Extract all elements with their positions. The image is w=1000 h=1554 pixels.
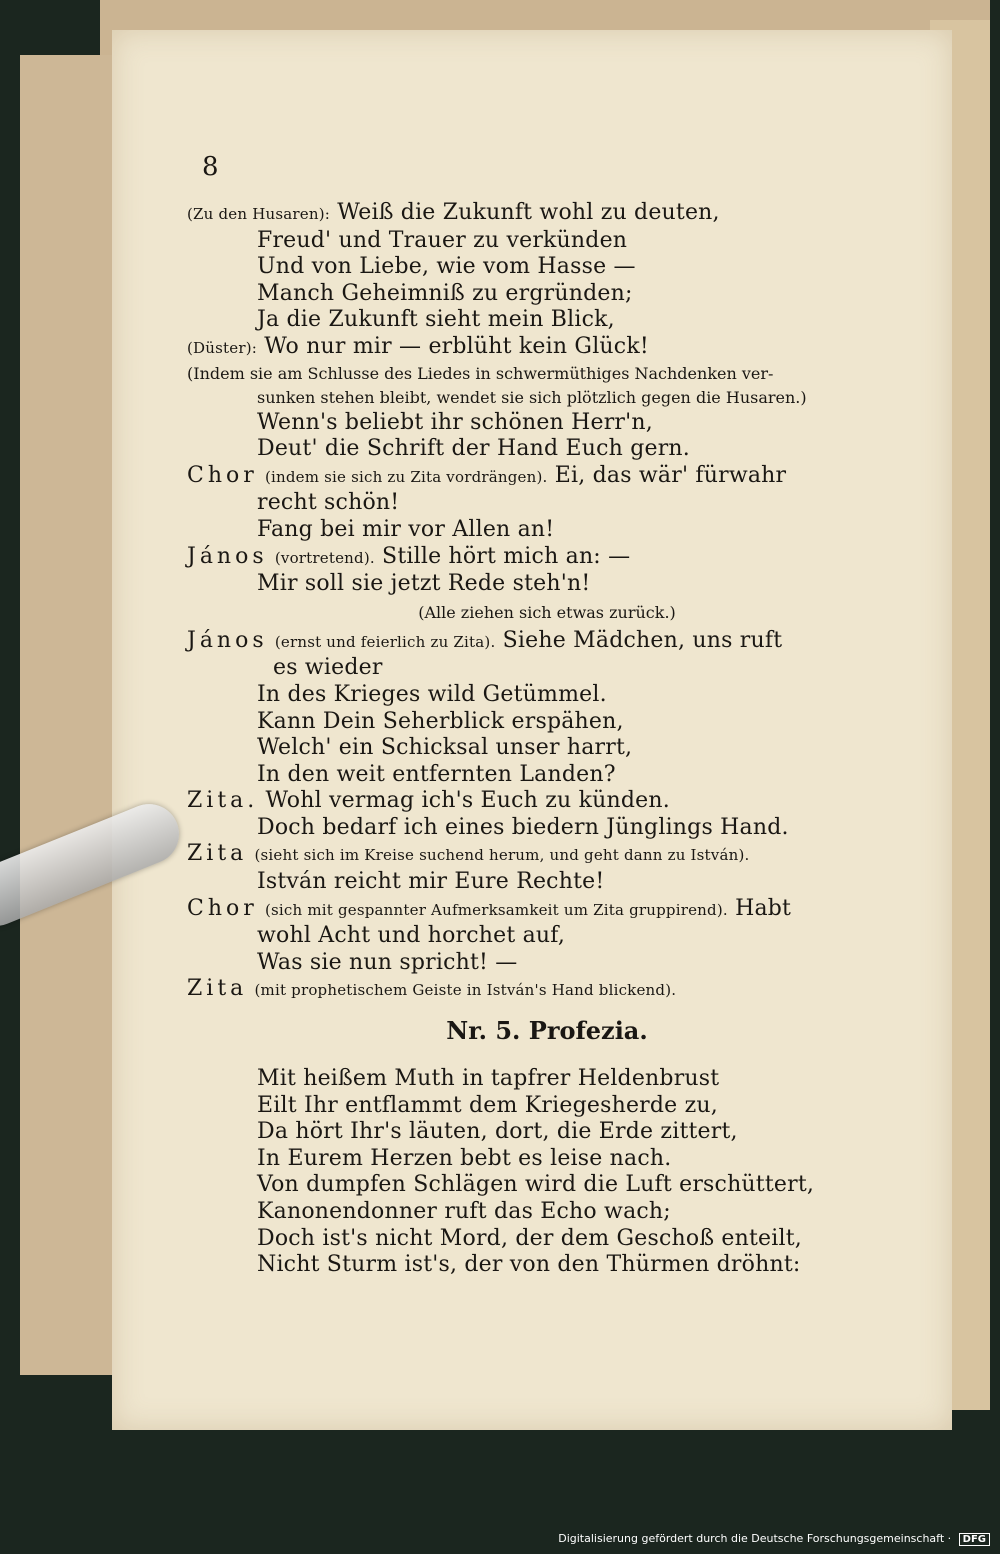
- text-line: Doch bedarf ich eines biedern Jünglings Hand.: [257, 814, 789, 840]
- text-line: [187, 841, 907, 869]
- text-line: [187, 788, 907, 815]
- stage-direction: (vortretend).: [274, 548, 375, 567]
- speaker-name: Zita.: [187, 788, 259, 814]
- text-line: sunken stehen bleibt, wendet sie sich plötzlich gegen die Husaren.): [257, 387, 807, 407]
- stage-direction: (Düster):: [187, 338, 258, 357]
- stage-direction: (mit prophetischem Geiste in István's Hand blickend).: [254, 981, 677, 1000]
- verse-text: Ei, das wär' fürwahr: [554, 462, 787, 488]
- song-line: Mit heißem Muth in tapfrer Heldenbrust: [257, 1066, 720, 1092]
- text-line: Freud' und Trauer zu verkünden: [257, 227, 628, 253]
- song-line: Kanonendonner ruft das Echo wach;: [257, 1199, 671, 1224]
- text-line: In den weit entfernten Landen?: [257, 761, 616, 787]
- text-line: [187, 200, 907, 228]
- song-line: In Eurem Herzen bebt es leise nach.: [257, 1145, 672, 1171]
- text-line: [187, 628, 907, 656]
- verse-text: Wohl vermag ich's Euch zu künden.: [265, 788, 670, 814]
- text-line: recht schön!: [257, 490, 400, 516]
- book-page: [112, 30, 952, 1430]
- stage-direction: (sieht sich im Kreise suchend herum, und geht dann zu István).: [254, 846, 750, 865]
- stage-direction: (indem sie sich zu Zita vordrängen).: [264, 467, 548, 486]
- song-line: Nicht Sturm ist's, der von den Thürmen dröhnt:: [257, 1252, 801, 1278]
- text-line: Fang bei mir vor Allen an!: [257, 516, 555, 542]
- speaker-name: Chor: [187, 462, 258, 488]
- text-line: Wenn's beliebt ihr schönen Herr'n,: [257, 409, 653, 435]
- stage-direction: (Zu den Husaren):: [187, 205, 331, 223]
- text-line: Manch Geheimniß zu ergründen;: [257, 280, 633, 306]
- speaker-name: Zita: [187, 841, 248, 867]
- speaker-name: János: [187, 543, 268, 569]
- text-line: Kann Dein Seherblick erspähen,: [257, 708, 624, 734]
- text-line: István reicht mir Eure Rechte!: [257, 869, 605, 895]
- text-line: (Alle ziehen sich etwas zurück.): [418, 602, 676, 622]
- verse-text: Siehe Mädchen, uns ruft: [502, 627, 783, 653]
- song-line: Eilt Ihr entflammt dem Kriegesherde zu,: [257, 1092, 718, 1118]
- text-line: Was sie nun spricht! —: [257, 949, 518, 975]
- verse-text: Stille hört mich an: —: [382, 543, 631, 569]
- page-text: [187, 200, 907, 1279]
- verse-text: Wo nur mir — erblüht kein Glück!: [264, 333, 649, 359]
- speaker-name: János: [187, 627, 268, 653]
- text-line: es wieder: [273, 655, 383, 681]
- stage-direction: (ernst und feierlich zu Zita).: [274, 632, 496, 651]
- text-line: [187, 976, 907, 1004]
- song-line: Doch ist's nicht Mord, der dem Geschoß enteilt,: [257, 1225, 802, 1251]
- verse-text: Habt: [735, 895, 792, 921]
- verse-text: Weiß die Zukunft wohl zu deuten,: [337, 200, 720, 225]
- speaker-name: Zita: [187, 976, 248, 1002]
- text-line: Und von Liebe, wie vom Hasse —: [257, 254, 636, 280]
- dfg-logo: DFG: [959, 1533, 990, 1546]
- song-heading: Nr. 5. Profezia.: [446, 1016, 648, 1046]
- footer-text: Digitalisierung gefördert durch die Deutsche Forschungsgemeinschaft ·: [558, 1532, 952, 1545]
- speaker-name: Chor: [187, 895, 258, 921]
- song-line: Da hört Ihr's läuten, dort, die Erde zittert,: [257, 1119, 738, 1145]
- text-line: [187, 544, 907, 572]
- text-line: wohl Acht und horchet auf,: [257, 923, 566, 949]
- text-line: Welch' ein Schicksal unser harrt,: [257, 735, 633, 761]
- text-line: [187, 463, 907, 491]
- text-line: Mir soll sie jetzt Rede steh'n!: [257, 571, 591, 597]
- text-line: [187, 896, 907, 924]
- stage-direction: (sich mit gespannter Aufmerksamkeit um Zita gruppirend).: [264, 900, 728, 919]
- text-line: [187, 334, 907, 362]
- text-line: Deut' die Schrift der Hand Euch gern.: [257, 436, 690, 462]
- song-line: Von dumpfen Schlägen wird die Luft erschüttert,: [257, 1172, 815, 1198]
- page-number: 8: [202, 152, 219, 182]
- text-line: (Indem sie am Schlusse des Liedes in schwermüthiges Nachdenken ver-: [187, 363, 774, 383]
- text-line: In des Krieges wild Getümmel.: [257, 681, 607, 707]
- funding-footer: [558, 1532, 990, 1546]
- text-line: Ja die Zukunft sieht mein Blick,: [257, 307, 615, 333]
